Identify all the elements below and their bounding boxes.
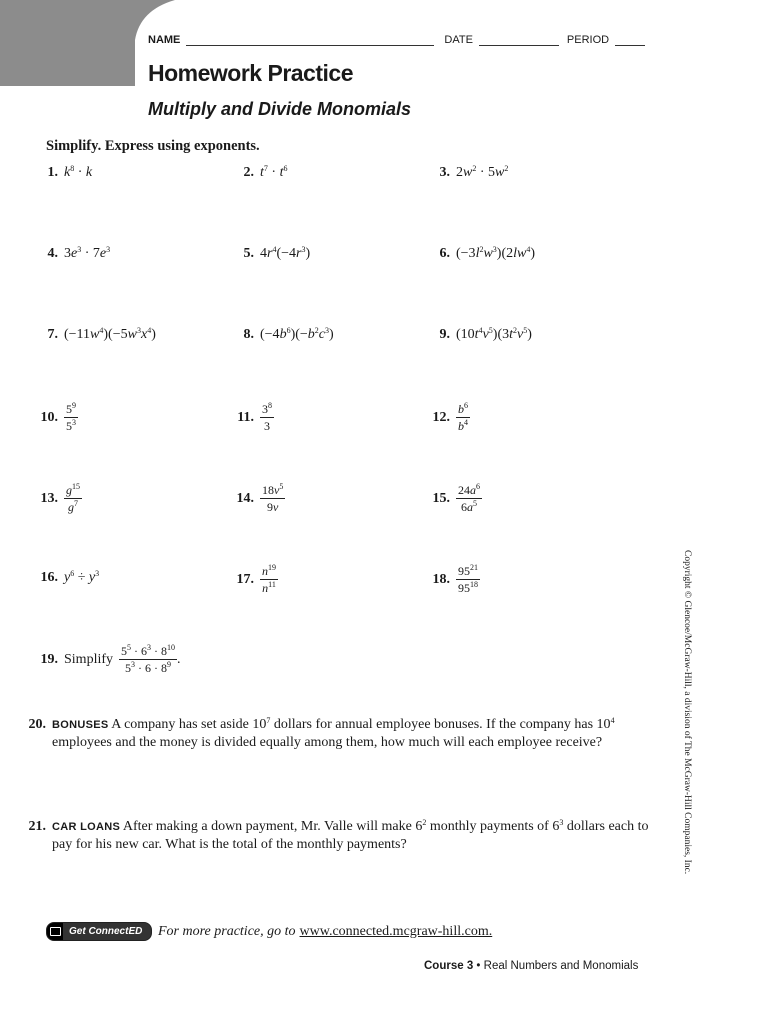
period-label: PERIOD bbox=[566, 34, 610, 46]
connect-text: For more practice, go to bbox=[158, 923, 296, 939]
problem-17-fraction: $\frac{n^{19}}{n^{11}}$ bbox=[262, 563, 276, 595]
connect-ed-line bbox=[46, 922, 492, 941]
problem-15-fraction: $\frac{24a^6}{6a^5}$ bbox=[458, 482, 480, 514]
problem-4: 4. $3e^3 \cdot 7e^3$ bbox=[47, 245, 111, 261]
name-label: NAME bbox=[148, 34, 181, 46]
problem-14: 14. $\frac{18v^5}{9v}$ bbox=[236, 482, 284, 514]
problem-9: 9. $(10t^4v^5)(3t^2v^5)$ bbox=[439, 326, 532, 342]
problem-16-expression: $y^6 \div y^3$ bbox=[64, 569, 100, 585]
problem-19-fraction: $\frac{5^5 \cdot 6^3 \cdot 8^{10}}{5^3 \cdot 6 \cdot 8^9}$ bbox=[121, 643, 176, 675]
footer-course: Course 3 bbox=[424, 960, 474, 972]
problem-5-expression: $4r^4(-4r^3)$ bbox=[260, 245, 311, 261]
problem-15: 15. $\frac{24a^6}{6a^5}$ bbox=[432, 482, 480, 514]
problem-2: 2. $t^7 \cdot t^6$ bbox=[243, 164, 288, 180]
date-label: DATE bbox=[444, 34, 473, 46]
name-field[interactable] bbox=[186, 34, 434, 46]
keyword-bonuses: BONUSES bbox=[52, 719, 109, 731]
problem-5: 5. $4r^4(-4r^3)$ bbox=[243, 245, 311, 261]
header-fields bbox=[148, 34, 645, 46]
problem-8: 8. $(-4b^6)(-b^2c^3)$ bbox=[243, 326, 334, 342]
footer-unit: Real Numbers and Monomials bbox=[483, 960, 639, 972]
problem-19-lead: Simplify bbox=[64, 651, 114, 667]
problem-16: 16. $y^6 \div y^3$ bbox=[40, 569, 100, 585]
problem-19: 19. Simplify $\frac{5^5 \cdot 6^3 \cdot 8^{10}}{5^3 \cdot 6 \cdot 8^9}$ . bbox=[40, 643, 181, 675]
connect-ed-badge: Get ConnectED bbox=[46, 922, 152, 941]
problem-10: 10. $\frac{5^9}{5^3}$ bbox=[40, 401, 76, 433]
problem-9-expression: $(10t^4v^5)(3t^2v^5)$ bbox=[456, 326, 532, 342]
page-title: Homework Practice bbox=[148, 60, 353, 86]
problem-12-fraction: $\frac{b^6}{b^4}$ bbox=[458, 401, 468, 433]
footer-separator: • bbox=[476, 960, 481, 972]
problem-3: 3. $2w^2 \cdot 5w^2$ bbox=[439, 164, 509, 180]
instructions: Simplify. Express using exponents. bbox=[46, 138, 260, 154]
problem-4-expression: $3e^3 \cdot 7e^3$ bbox=[64, 245, 111, 261]
problem-2-expression: $t^7 \cdot t^6$ bbox=[260, 164, 288, 180]
problem-18-fraction: $\frac{95^{21}}{95^{18}}$ bbox=[458, 563, 478, 595]
problem-11: 11. $\frac{3^8}{3}$ bbox=[237, 401, 272, 433]
problem-14-fraction: $\frac{18v^5}{9v}$ bbox=[262, 482, 284, 514]
connect-link[interactable]: www.connected.mcgraw-hill.com. bbox=[299, 923, 493, 939]
period-field[interactable] bbox=[615, 34, 645, 46]
problem-1-expression: $k^8 \cdot k$ bbox=[64, 164, 93, 180]
problem-1: 1. $k^8 \cdot k$ bbox=[47, 164, 93, 180]
problem-7: 7. $(-11w^4)(-5w^3x^4)$ bbox=[47, 326, 156, 342]
problem-18: 18. $\frac{95^{21}}{95^{18}}$ bbox=[432, 563, 478, 595]
page-subtitle: Multiply and Divide Monomials bbox=[148, 99, 412, 119]
problem-8-expression: $(-4b^6)(-b^2c^3)$ bbox=[260, 326, 334, 342]
keyword-car-loans: CAR LOANS bbox=[52, 821, 121, 833]
problem-13-fraction: $\frac{g^{15}}{g^7}$ bbox=[66, 482, 80, 514]
problem-6: 6. $(-3l^2w^3)(2lw^4)$ bbox=[439, 245, 536, 261]
problem-6-expression: $(-3l^2w^3)(2lw^4)$ bbox=[456, 245, 536, 261]
page-footer bbox=[424, 960, 638, 972]
problem-10-fraction: $\frac{5^9}{5^3}$ bbox=[66, 401, 76, 433]
copyright-notice: Copyright © Glencoe/McGraw-Hill, a division of The McGraw-Hill Companies, Inc. bbox=[682, 550, 692, 875]
problem-11-fraction: $\frac{3^8}{3}$ bbox=[262, 401, 272, 433]
word-problem-20: 20. BONUSES A company has set aside $10^7$ dollars for annual employee bonuses. If the company has $10^4$ employees and the money is divided equally among them, how much will each employee receive? bbox=[28, 716, 615, 750]
problem-12: 12. $\frac{b^6}{b^4}$ bbox=[432, 401, 468, 433]
date-field[interactable] bbox=[479, 34, 559, 46]
problem-7-expression: $(-11w^4)(-5w^3x^4)$ bbox=[64, 326, 156, 342]
problem-13: 13. $\frac{g^{15}}{g^7}$ bbox=[40, 482, 80, 514]
problem-17: 17. $\frac{n^{19}}{n^{11}}$ bbox=[236, 563, 276, 595]
word-problem-21: 21. CAR LOANS After making a down payment, Mr. Valle will make $6^2$ monthly payments of $6^3$ dollars each to pay for his new car. What is the total of the monthly payments? bbox=[28, 818, 649, 852]
laptop-icon bbox=[47, 923, 63, 940]
problem-3-expression: $2w^2 \cdot 5w^2$ bbox=[456, 164, 509, 180]
